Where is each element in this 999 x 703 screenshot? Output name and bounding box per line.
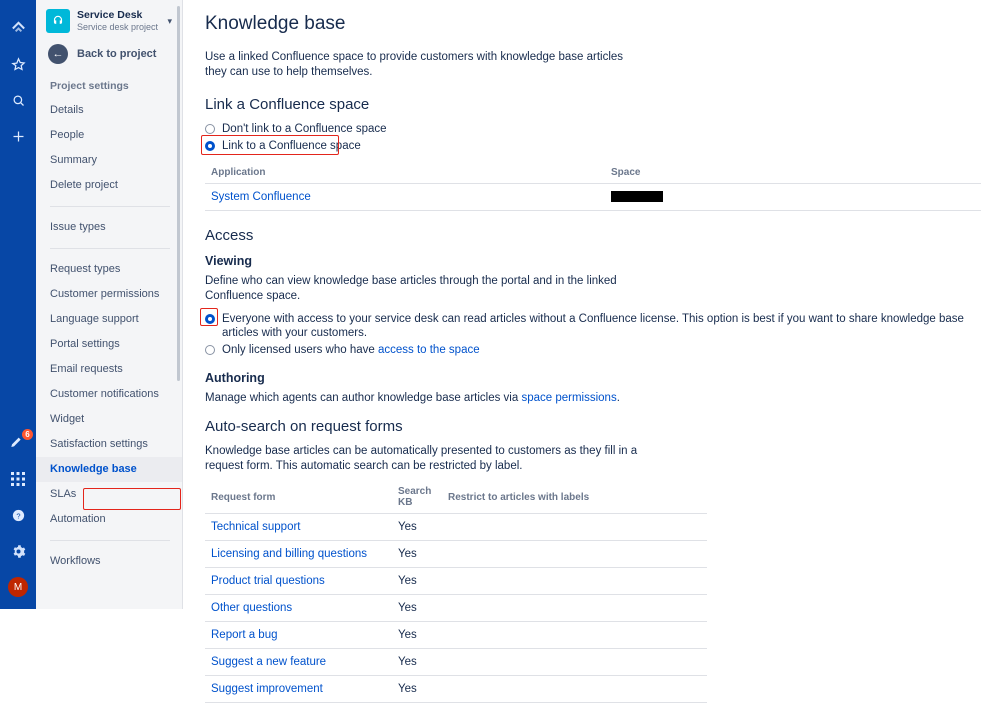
sidebar-item-slas[interactable] <box>36 482 182 507</box>
labels-value <box>442 568 707 595</box>
search-kb-value: Yes <box>392 649 442 676</box>
labels-value <box>442 595 707 622</box>
table-row <box>205 184 981 211</box>
table-row <box>205 622 707 649</box>
service-desk-icon <box>46 9 70 33</box>
radio-dont-link[interactable] <box>205 122 981 136</box>
sidebar-item-customer-permissions[interactable] <box>36 282 182 307</box>
column-header-search-kb: Search KB <box>392 482 442 514</box>
apps-grid-icon[interactable] <box>0 461 36 497</box>
sidebar-scrollbar[interactable] <box>177 6 180 381</box>
labels-value <box>442 622 707 649</box>
project-type: Service desk project <box>77 22 159 32</box>
request-form-link[interactable]: Licensing and billing questions <box>211 548 367 560</box>
sidebar-item-customer-notifications[interactable] <box>36 382 182 407</box>
sidebar-item-knowledge-base[interactable] <box>36 457 182 482</box>
page-title: Knowledge base <box>205 13 346 34</box>
sidebar-item-label: Workflows <box>50 555 101 567</box>
sidebar-item-label: Customer permissions <box>50 288 160 300</box>
table-row <box>205 541 707 568</box>
radio-label <box>222 343 480 357</box>
request-form-link[interactable]: Suggest improvement <box>211 683 323 695</box>
radio-icon[interactable] <box>205 141 215 151</box>
sidebar-item-summary[interactable] <box>36 148 182 173</box>
project-name: Service Desk <box>77 9 143 21</box>
sidebar-item-request-types[interactable] <box>36 257 182 282</box>
sidebar-item-issue-types[interactable] <box>36 215 182 240</box>
sidebar-item-label: Satisfaction settings <box>50 438 148 450</box>
sidebar-item-email-requests[interactable] <box>36 357 182 382</box>
autosearch-description: Knowledge base articles can be automatically presented to customers as they fill in a request form. This automatic search can be restricted by label. <box>205 445 638 472</box>
back-arrow-icon: ← <box>48 44 68 64</box>
link-space-heading: Link a Confluence space <box>205 96 370 113</box>
table-row <box>205 514 707 541</box>
authoring-description-suffix: . <box>616 392 620 404</box>
main-content <box>183 0 999 695</box>
project-sidebar <box>36 0 183 609</box>
search-icon[interactable] <box>0 82 36 118</box>
star-icon[interactable] <box>0 46 36 82</box>
search-kb-value: Yes <box>392 514 442 541</box>
sidebar-item-delete-project[interactable] <box>36 173 182 198</box>
sidebar-item-label: Request types <box>50 263 121 275</box>
autosearch-heading: Auto-search on request forms <box>205 418 403 435</box>
radio-link-to-space[interactable] <box>205 139 981 153</box>
request-forms-table <box>205 482 707 703</box>
feedback-icon[interactable] <box>0 425 36 461</box>
avatar-initial: M <box>8 577 28 597</box>
project-header[interactable] <box>36 0 182 40</box>
request-form-link[interactable]: Technical support <box>211 521 301 533</box>
jira-logo-icon[interactable] <box>0 10 36 46</box>
sidebar-item-label: Issue types <box>50 221 106 233</box>
search-kb-value: Yes <box>392 622 442 649</box>
back-to-project-label: Back to project <box>77 48 157 60</box>
sidebar-item-language-support[interactable] <box>36 307 182 332</box>
column-header-request-form: Request form <box>205 482 392 514</box>
sidebar-item-label: Customer notifications <box>50 388 159 400</box>
table-row <box>205 568 707 595</box>
application-cell[interactable] <box>205 184 605 211</box>
radio-label-text: Only licensed users who have <box>222 344 378 356</box>
sidebar-item-label: Language support <box>50 313 139 325</box>
sidebar-item-portal-settings[interactable] <box>36 332 182 357</box>
page-intro: Use a linked Confluence space to provide customers with knowledge base articles they can use to help themselves. <box>205 51 624 78</box>
help-icon[interactable] <box>0 497 36 533</box>
sidebar-item-automation[interactable] <box>36 507 182 532</box>
radio-label: Don't link to a Confluence space <box>222 123 387 135</box>
table-row <box>205 649 707 676</box>
search-kb-value: Yes <box>392 541 442 568</box>
space-permissions-link[interactable]: space permissions <box>521 392 617 404</box>
sidebar-item-widget[interactable] <box>36 407 182 432</box>
sidebar-item-satisfaction-settings[interactable] <box>36 432 182 457</box>
search-kb-value: Yes <box>392 595 442 622</box>
column-header-restrict-labels: Restrict to articles with labels <box>442 482 707 514</box>
sidebar-item-label: Details <box>50 104 84 116</box>
feedback-badge: 6 <box>22 429 33 440</box>
sidebar-divider-1 <box>50 206 170 207</box>
sidebar-item-label: Summary <box>50 154 98 166</box>
project-settings-heading: Project settings <box>50 80 129 92</box>
authoring-description <box>205 391 675 406</box>
svg-text:?: ? <box>15 510 21 520</box>
sidebar-item-label: SLAs <box>50 488 77 500</box>
access-heading: Access <box>205 227 254 244</box>
column-header-application: Application <box>205 163 605 184</box>
profile-avatar[interactable] <box>0 569 36 605</box>
request-form-link[interactable]: Suggest a new feature <box>211 656 327 668</box>
radio-label: Link to a Confluence space <box>222 140 361 152</box>
redacted-space-value <box>611 191 663 202</box>
table-header-row <box>205 482 707 514</box>
sidebar-item-label: Email requests <box>50 363 123 375</box>
sidebar-item-people[interactable] <box>36 123 182 148</box>
labels-value <box>442 514 707 541</box>
sidebar-divider-2 <box>50 248 170 249</box>
linked-application-table <box>205 163 981 211</box>
table-header-row <box>205 163 981 184</box>
sidebar-item-details[interactable] <box>36 98 182 123</box>
radio-icon[interactable] <box>205 345 215 355</box>
radio-label: Everyone with access to your service desk can read articles without a Confluence license. This option is best if you want to share knowledge base articles with your customers. <box>222 313 964 339</box>
authoring-description-text: Manage which agents can author knowledge base articles via <box>205 392 522 404</box>
sidebar-item-label: Widget <box>50 413 85 425</box>
sidebar-item-workflows[interactable] <box>36 549 182 574</box>
sidebar-divider-3 <box>50 540 170 541</box>
viewing-description: Define who can view knowledge base articles through the portal and in the linked Confluence space. <box>205 275 617 302</box>
radio-licensed-users[interactable] <box>205 343 981 357</box>
sidebar-item-label: Knowledge base <box>50 463 137 475</box>
radio-everyone-access[interactable] <box>205 312 981 340</box>
request-form-link[interactable]: Report a bug <box>211 629 278 641</box>
search-kb-value: Yes <box>392 676 442 703</box>
create-icon[interactable] <box>0 118 36 154</box>
labels-value <box>442 676 707 703</box>
labels-value <box>442 649 707 676</box>
global-nav-rail <box>0 0 36 609</box>
sidebar-item-label: Portal settings <box>50 338 120 350</box>
column-header-space: Space <box>605 163 981 184</box>
sidebar-item-label: Automation <box>50 513 106 525</box>
chevron-down-icon[interactable]: ▾ <box>167 15 172 26</box>
space-cell <box>605 184 981 211</box>
request-form-link[interactable]: Other questions <box>211 602 293 614</box>
request-form-link[interactable]: Product trial questions <box>211 575 325 587</box>
settings-icon[interactable] <box>0 533 36 569</box>
radio-icon[interactable] <box>205 124 215 134</box>
application-link[interactable]: System Confluence <box>211 191 311 203</box>
labels-value <box>442 541 707 568</box>
back-to-project-button[interactable] <box>36 40 182 74</box>
table-row <box>205 676 707 703</box>
table-row <box>205 595 707 622</box>
search-kb-value: Yes <box>392 568 442 595</box>
authoring-heading: Authoring <box>205 371 265 385</box>
viewing-heading: Viewing <box>205 254 253 268</box>
sidebar-item-label: People <box>50 129 85 141</box>
radio-icon[interactable] <box>205 314 215 324</box>
access-to-the-space-link[interactable]: access to the space <box>377 344 480 356</box>
sidebar-item-label: Delete project <box>50 179 118 191</box>
